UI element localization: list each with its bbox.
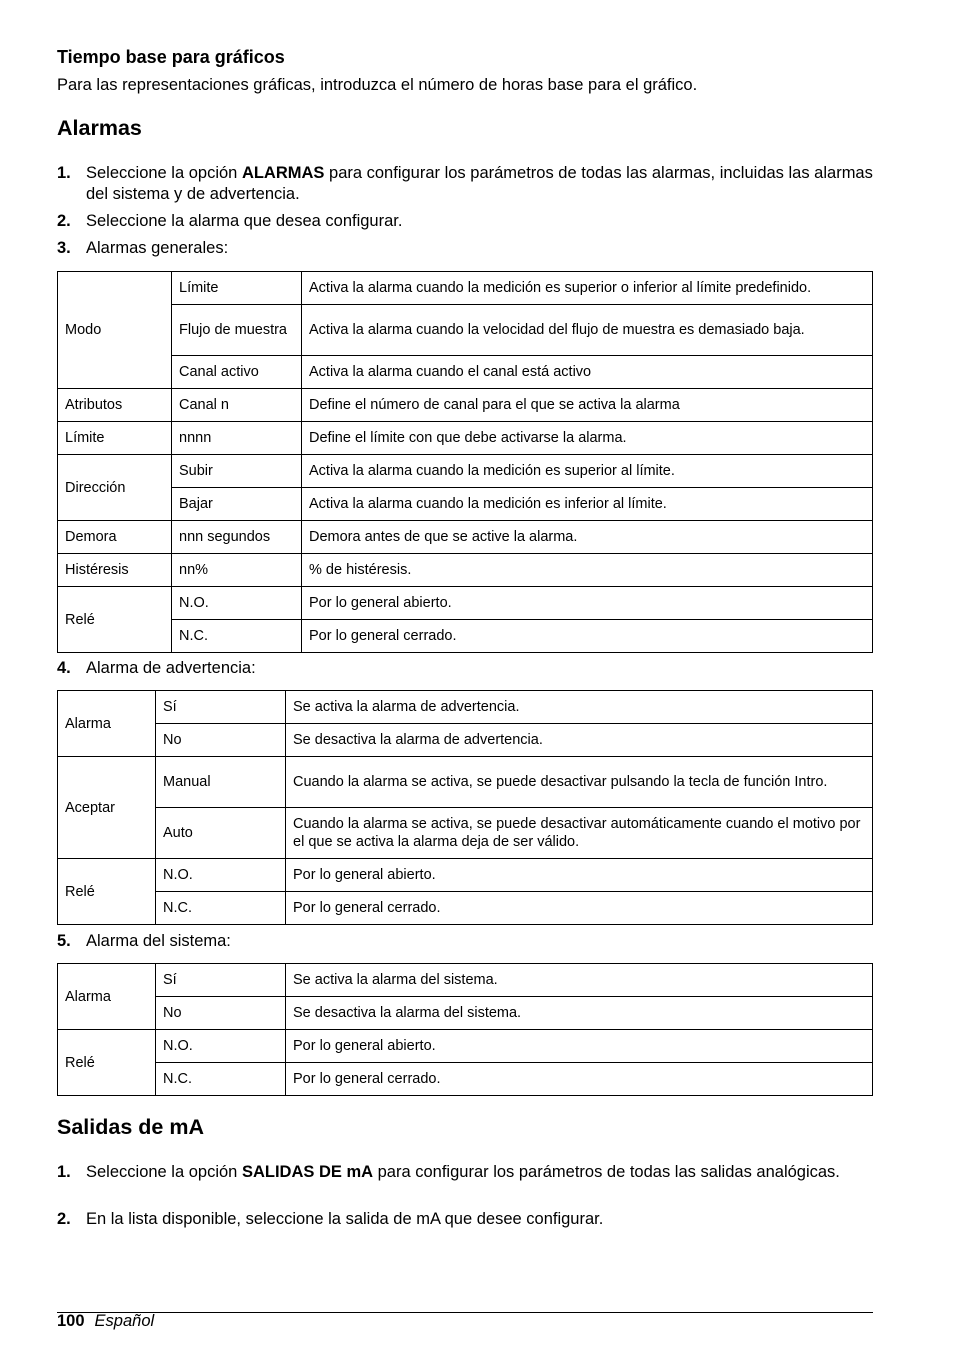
description-cell: Por lo general abierto. bbox=[286, 1030, 873, 1063]
step-text: Alarma de advertencia: bbox=[86, 659, 256, 677]
footer-language: Español bbox=[94, 1312, 155, 1330]
step-text: Seleccione la opción bbox=[86, 1163, 242, 1181]
option-cell: Manual bbox=[156, 757, 286, 808]
option-cell: No bbox=[156, 997, 286, 1030]
description-cell: Se desactiva la alarma del sistema. bbox=[286, 997, 873, 1030]
description-cell: Define el número de canal para el que se activa la alarma bbox=[302, 389, 873, 422]
table-row bbox=[58, 620, 873, 653]
option-cell: N.O. bbox=[156, 859, 286, 892]
option-cell: N.C. bbox=[156, 892, 286, 925]
step-text: Seleccione la opción bbox=[86, 164, 242, 182]
table-row bbox=[58, 554, 873, 587]
step-text: En la lista disponible, seleccione la salida de mA que desee configurar. bbox=[86, 1210, 604, 1228]
option-cell: N.C. bbox=[156, 1063, 286, 1096]
step-text: Alarma del sistema: bbox=[86, 932, 231, 950]
step-text: para configurar los parámetros de todas las salidas analógicas. bbox=[373, 1163, 840, 1181]
table-row bbox=[58, 691, 873, 724]
alarmas-step-2 bbox=[57, 211, 877, 232]
salidas-step-2 bbox=[57, 1209, 877, 1230]
page-footer bbox=[57, 1312, 154, 1331]
description-cell: Por lo general abierto. bbox=[302, 587, 873, 620]
page-number: 100 bbox=[57, 1312, 85, 1330]
table-row bbox=[58, 859, 873, 892]
alarmas-step-4 bbox=[57, 658, 877, 679]
table-row bbox=[58, 997, 873, 1030]
alarmas-heading: Alarmas bbox=[57, 116, 142, 140]
system-alarm-table bbox=[57, 963, 873, 1096]
option-cell: Canal n bbox=[172, 389, 302, 422]
step-number: 1. bbox=[57, 164, 71, 182]
table-row bbox=[58, 757, 873, 808]
description-cell: % de histéresis. bbox=[302, 554, 873, 587]
salidas-step-1 bbox=[57, 1162, 877, 1183]
table-row bbox=[58, 272, 873, 305]
description-cell: Se activa la alarma del sistema. bbox=[286, 964, 873, 997]
table-row bbox=[58, 389, 873, 422]
option-cell: N.O. bbox=[156, 1030, 286, 1063]
step-number: 4. bbox=[57, 659, 71, 677]
description-cell: Activa la alarma cuando la medición es superior al límite. bbox=[302, 455, 873, 488]
group-cell: Aceptar bbox=[58, 757, 156, 859]
intro-paragraph: Para las representaciones gráficas, introduzca el número de horas base para el gráfico. bbox=[57, 76, 698, 94]
group-cell: Modo bbox=[58, 272, 172, 389]
description-cell: Cuando la alarma se activa, se puede desactivar pulsando la tecla de función Intro. bbox=[286, 757, 873, 808]
salidas-heading: Salidas de mA bbox=[57, 1115, 204, 1139]
description-cell: Activa la alarma cuando la medición es inferior al límite. bbox=[302, 488, 873, 521]
description-cell: Por lo general cerrado. bbox=[286, 892, 873, 925]
group-cell: Relé bbox=[58, 587, 172, 653]
table-row bbox=[58, 1030, 873, 1063]
table-row bbox=[58, 1063, 873, 1096]
step-number: 1. bbox=[57, 1163, 71, 1181]
option-cell: N.C. bbox=[172, 620, 302, 653]
option-cell: Auto bbox=[156, 808, 286, 859]
warning-alarm-table bbox=[57, 690, 873, 925]
description-cell: Demora antes de que se active la alarma. bbox=[302, 521, 873, 554]
group-cell: Relé bbox=[58, 1030, 156, 1096]
option-cell: N.O. bbox=[172, 587, 302, 620]
alarmas-step-1 bbox=[57, 163, 877, 205]
alarmas-step-5 bbox=[57, 931, 877, 952]
description-cell: Activa la alarma cuando la velocidad del flujo de muestra es demasiado baja. bbox=[302, 305, 873, 356]
step-text: Alarmas generales: bbox=[86, 239, 229, 257]
general-alarms-table bbox=[57, 271, 873, 653]
table-row bbox=[58, 488, 873, 521]
step-menu-option: ALARMAS bbox=[241, 164, 325, 182]
step-number: 2. bbox=[57, 1210, 71, 1228]
table-row bbox=[58, 724, 873, 757]
option-cell: Bajar bbox=[172, 488, 302, 521]
description-cell: Por lo general abierto. bbox=[286, 859, 873, 892]
group-cell: Alarma bbox=[58, 964, 156, 1030]
group-cell: Límite bbox=[58, 422, 172, 455]
description-cell: Por lo general cerrado. bbox=[286, 1063, 873, 1096]
description-cell: Activa la alarma cuando el canal está activo bbox=[302, 356, 873, 389]
table-row bbox=[58, 305, 873, 356]
step-text: Seleccione la alarma que desea configurar. bbox=[86, 212, 403, 230]
option-cell: Canal activo bbox=[172, 356, 302, 389]
step-number: 2. bbox=[57, 212, 71, 230]
group-cell: Histéresis bbox=[58, 554, 172, 587]
group-cell: Atributos bbox=[58, 389, 172, 422]
footer-divider bbox=[57, 1312, 873, 1313]
section-subheading: Tiempo base para gráficos bbox=[57, 47, 285, 67]
table-row bbox=[58, 521, 873, 554]
table-row bbox=[58, 356, 873, 389]
description-cell: Por lo general cerrado. bbox=[302, 620, 873, 653]
step-menu-option: SALIDAS DE mA bbox=[241, 1163, 374, 1181]
group-cell: Relé bbox=[58, 859, 156, 925]
group-cell: Demora bbox=[58, 521, 172, 554]
step-number: 5. bbox=[57, 932, 71, 950]
description-cell: Cuando la alarma se activa, se puede desactivar automáticamente cuando el motivo por el que se activa la alarma deja de ser válido. bbox=[286, 808, 873, 859]
option-cell: nnn segundos bbox=[172, 521, 302, 554]
table-row bbox=[58, 455, 873, 488]
step-number: 3. bbox=[57, 239, 71, 257]
option-cell: Flujo de muestra bbox=[172, 305, 302, 356]
option-cell: nnnn bbox=[172, 422, 302, 455]
table-row bbox=[58, 422, 873, 455]
option-cell: Subir bbox=[172, 455, 302, 488]
group-cell: Dirección bbox=[58, 455, 172, 521]
table-row bbox=[58, 808, 873, 859]
alarmas-step-3 bbox=[57, 238, 877, 259]
step-text: para configurar los parámetros de todas las alarmas, incluidas las alarmas del sistema y de advertencia. bbox=[86, 164, 873, 203]
option-cell: Sí bbox=[156, 691, 286, 724]
table-row bbox=[58, 587, 873, 620]
group-cell: Alarma bbox=[58, 691, 156, 757]
description-cell: Se activa la alarma de advertencia. bbox=[286, 691, 873, 724]
table-row bbox=[58, 892, 873, 925]
option-cell: Límite bbox=[172, 272, 302, 305]
option-cell: No bbox=[156, 724, 286, 757]
description-cell: Define el límite con que debe activarse la alarma. bbox=[302, 422, 873, 455]
option-cell: nn% bbox=[172, 554, 302, 587]
description-cell: Se desactiva la alarma de advertencia. bbox=[286, 724, 873, 757]
table-row bbox=[58, 964, 873, 997]
description-cell: Activa la alarma cuando la medición es superior o inferior al límite predefinido. bbox=[302, 272, 873, 305]
option-cell: Sí bbox=[156, 964, 286, 997]
